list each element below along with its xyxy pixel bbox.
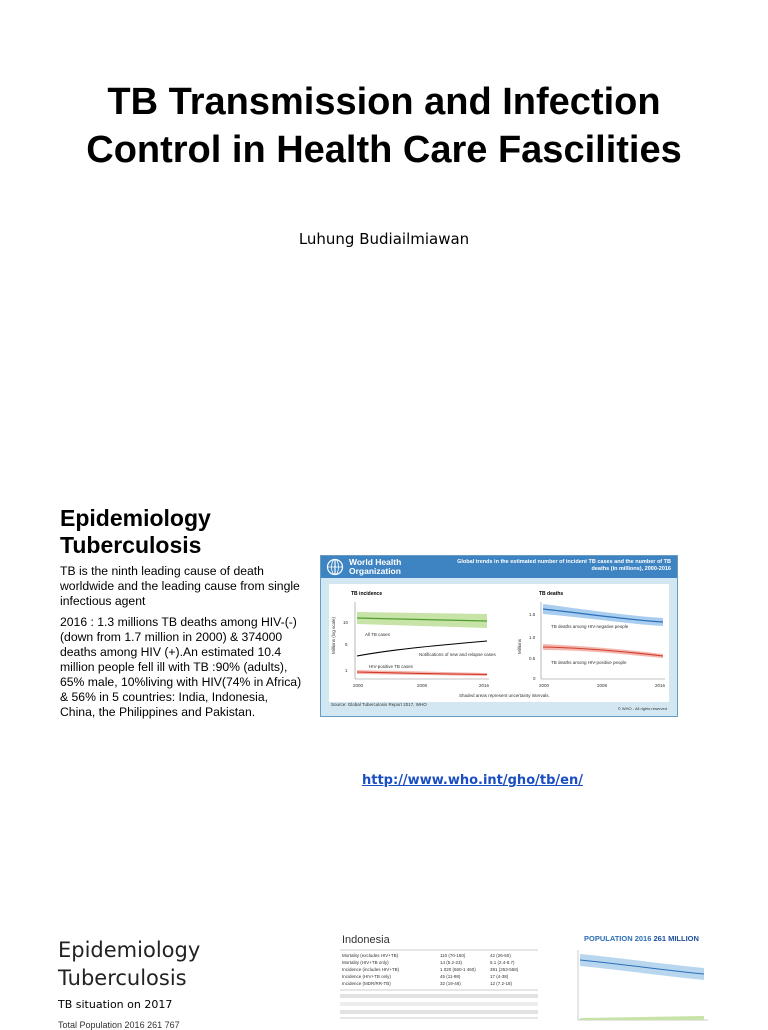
paragraph-1: TB is the ninth leading cause of death worldwide and the leading cause from single infectious agent (60, 564, 300, 608)
row-4-rate: 12 (7.2-18) (490, 981, 513, 986)
right-ytick-1.0: 1.0 (529, 635, 536, 640)
population-chart (562, 932, 712, 1024)
hiv-negative-band (543, 604, 663, 626)
right-xtick-2008: 2008 (597, 683, 608, 688)
author-name: Luhung Budiailmiawan (298, 230, 470, 248)
row-2-label: Incidence (includes HIV+TB) (342, 967, 400, 972)
who-tb-link[interactable]: http://www.who.int/gho/tb/en/ (362, 773, 583, 788)
who-charts (329, 584, 669, 702)
right-panel-title: TB deaths (539, 591, 564, 597)
who-figure (320, 555, 678, 717)
country-name: Indonesia (342, 934, 390, 946)
row-3-num: 45 (11-98) (440, 974, 461, 979)
right-ytick-0.5: 0.5 (529, 656, 536, 661)
slide3-heading-line1: Epidemiology (58, 938, 201, 962)
left-ytick-5: 5 (345, 642, 348, 647)
row-4-num: 32 (19-48) (440, 981, 461, 986)
row-3-label: Incidence (HIV+TB only) (342, 974, 391, 979)
left-xtick-2008: 2008 (417, 683, 428, 688)
left-xtick-2000: 2000 (353, 683, 364, 688)
slide3-cutoff-text: Total Population 2016 261 767 (58, 1020, 180, 1030)
uncertainty-note: Shaded areas represent uncertainty intervals. (459, 693, 550, 698)
notifications-label: Notifications of new and relapse cases (419, 652, 496, 657)
slide-title: TB Transmission and Infection Control in Health Care Fascilities (86, 81, 682, 171)
left-panel-title: TB incidence (351, 591, 383, 597)
right-xtick-2000: 2000 (539, 683, 550, 688)
row-1-rate: 5.1 (2.4-8.7) (490, 960, 515, 965)
row-0-rate: 42 (26-60) (490, 953, 511, 958)
slide3-heading-line2: Tuberculosis (58, 966, 187, 990)
left-xtick-2016: 2016 (479, 683, 490, 688)
all-tb-label: All TB cases (365, 632, 390, 637)
population-value: 261 MILLION (653, 934, 699, 943)
indonesia-table (340, 930, 540, 1024)
row-2-num: 1 020 (660-1 460) (440, 967, 476, 972)
who-source: Source: Global Tuberculosis Report 2017, WHO (331, 702, 427, 707)
row-1-label: Mortality (HIV+TB only) (342, 960, 389, 965)
right-ytick-0: 0 (533, 676, 536, 681)
right-xtick-2016: 2016 (655, 683, 666, 688)
right-panel-ylabel: Millions (517, 638, 522, 654)
row-0-num: 110 (70-160) (440, 953, 466, 958)
population-label-text: POPULATION 2016 (584, 934, 652, 943)
who-charts-svg (329, 584, 669, 702)
row-0-label: Mortality (excludes HIV+TB) (342, 953, 399, 958)
who-caption: Global trends in the estimated number of incident TB cases and the number of TB deaths (in millions), 2000-2016 (457, 559, 671, 572)
left-panel-ylabel: Millions (log scale) (331, 616, 336, 654)
epidemiology-heading: Epidemiology Tuberculosis (60, 505, 211, 558)
who-copyright: © WHO - All rights reserved (617, 706, 667, 711)
right-ytick-1.5: 1.5 (529, 612, 536, 617)
row-3-rate: 17 (4-38) (490, 974, 509, 979)
indonesia-profile (340, 930, 540, 1024)
who-header (321, 556, 677, 578)
row-4-label: Incidence (MDR/RR-TB) (342, 981, 391, 986)
hiv-positive-label: TB deaths among HIV-positive people (551, 660, 627, 665)
hiv-tb-label: HIV-positive TB cases (369, 664, 413, 669)
who-org-name: World Health Organization (349, 557, 402, 576)
hiv-negative-label: TB deaths among HIV-negative people (551, 624, 629, 629)
epidemiology-text (60, 564, 305, 726)
slide3-heading (58, 936, 200, 992)
population-svg (562, 932, 712, 1024)
row-1-num: 14 (5.2-23) (440, 960, 463, 965)
slide3-subtitle: TB situation on 2017 (58, 998, 173, 1011)
left-ytick-1: 1 (345, 668, 348, 673)
hiv-positive-band (543, 644, 663, 658)
left-ytick-10: 10 (343, 620, 349, 625)
row-2-rate: 391 (253-558) (490, 967, 519, 972)
paragraph-2: 2016 : 1.3 millions TB deaths among HIV-(-) (down from 1.7 million in 2000) & 374000 deaths among HIV (+).An estimated 10.4 million people fell ill with TB :90% (adults), 65% male, 10%living with HIV(74% in Africa) & 56% in 5 countries: India, Indonesia, China, the Philippines and Pakistan. (60, 615, 302, 719)
who-logo-icon (325, 558, 345, 576)
pop-band-green (580, 1016, 704, 1020)
